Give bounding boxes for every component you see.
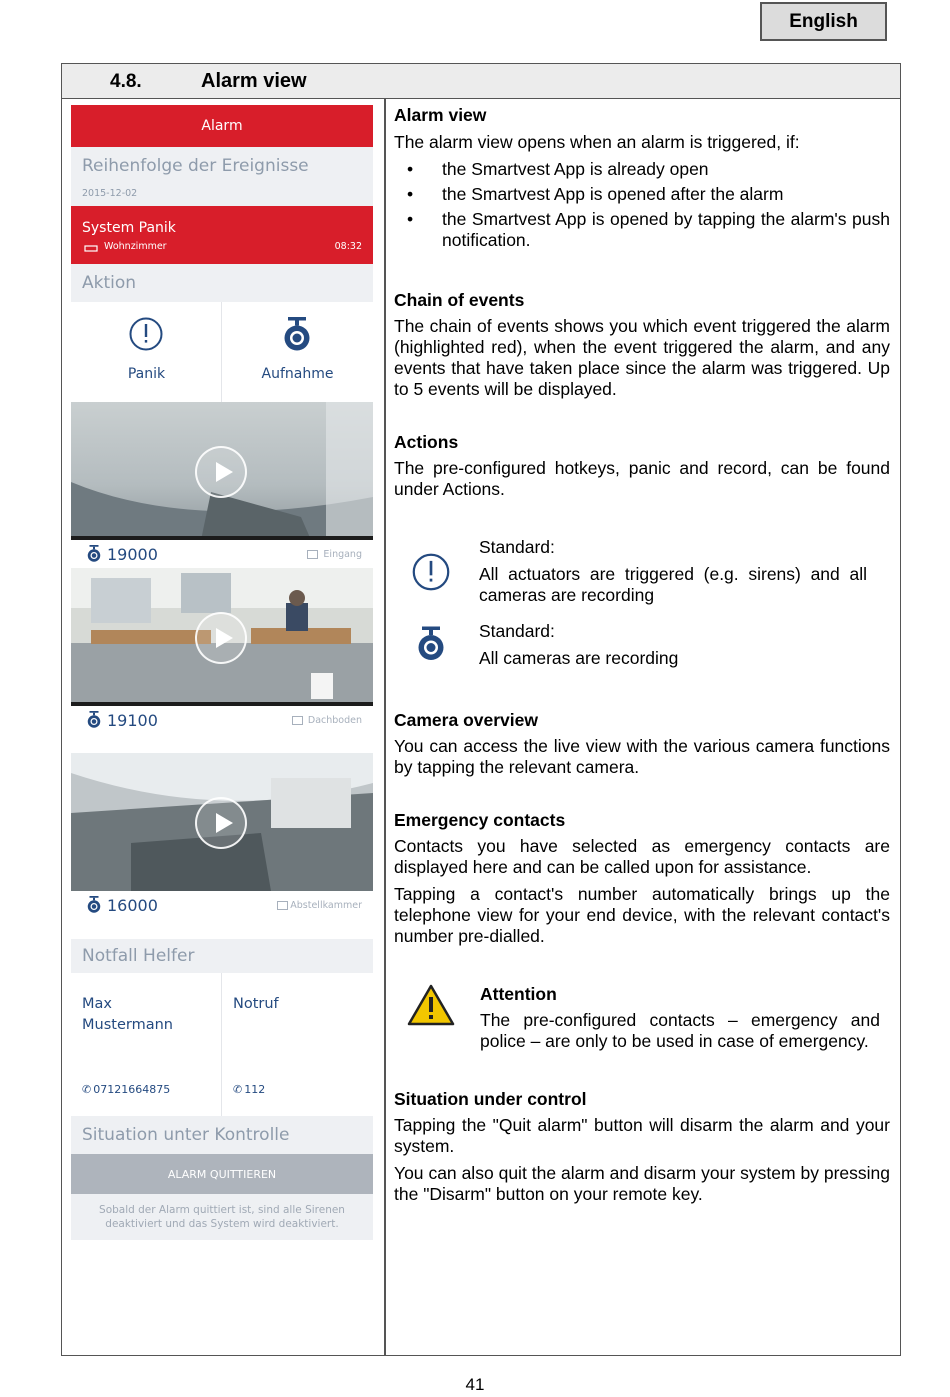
alarm-view-intro: The alarm view opens when an alarm is triggered, if: <box>394 132 800 152</box>
quit-note-line1: Sobald der Alarm quittiert ist, sind alle Sirenen <box>99 1204 345 1216</box>
panic-action-label: Panik <box>127 366 166 382</box>
quit-alarm-button[interactable]: ALARM QUITTIEREN <box>71 1154 373 1194</box>
bullet-item: • the Smartvest App is opened after the alarm <box>394 184 890 205</box>
exclamation-circle-icon <box>411 552 451 592</box>
event-title: System Panik <box>82 220 176 236</box>
language-tab: English <box>760 2 887 41</box>
camera-feed-2[interactable] <box>71 568 373 706</box>
situation-text-2: You can also quit the alarm and disarm your system by pressing the "Disarm" button on your remote key. <box>394 1163 890 1204</box>
alarm-view-bullets <box>394 159 890 255</box>
attention-text: The pre-configured contacts – emergency and police – are only to be used in case of emergency. <box>480 1010 880 1051</box>
alarm-view-heading: Alarm view <box>394 105 487 125</box>
contact-name <box>233 994 279 1015</box>
phone-icon: ✆ <box>82 1083 92 1096</box>
contact-card[interactable] <box>71 973 222 1116</box>
contact-name-line1: Notruf <box>233 996 279 1012</box>
event-date: 2015-12-02 <box>82 188 138 199</box>
contact-row <box>71 973 373 1116</box>
camera-heading: Camera overview <box>394 710 538 730</box>
camera-id: 19000 <box>107 545 158 564</box>
action-heading: Aktion <box>71 264 373 302</box>
situation-text-1: Tapping the "Quit alarm" button will disarm the alarm and your system. <box>394 1115 890 1156</box>
panic-action-button[interactable] <box>71 302 222 402</box>
camera-id: 16000 <box>107 896 158 915</box>
actions-text: The pre-configured hotkeys, panic and record, can be found under Actions. <box>394 458 890 499</box>
room-icon <box>277 901 288 910</box>
section-title: Alarm view <box>201 70 307 92</box>
control-heading: Situation unter Kontrolle <box>71 1116 373 1154</box>
section-number: 4.8. <box>110 71 142 92</box>
camera-info-1[interactable] <box>71 540 373 568</box>
emergency-text-1: Contacts you have selected as emergency contacts are displayed here and can be called upon for assistance. <box>394 836 890 877</box>
bullet-item: • the Smartvest App is opened by tapping the alarm's push notification. <box>394 209 890 251</box>
camera-location: Dachboden <box>307 715 362 726</box>
emergency-text-2: Tapping a contact's number automatically brings up the telephone view for your end device, with the relevant contact's number pre-dialled. <box>394 884 890 946</box>
room-icon <box>292 716 303 725</box>
event-time: 08:32 <box>334 241 362 252</box>
record-action-label: Aufnahme <box>261 366 334 382</box>
camera-icon <box>85 710 103 730</box>
camera-id: 19100 <box>107 711 158 730</box>
record-action-button[interactable] <box>222 302 373 402</box>
action-separator <box>221 302 222 402</box>
section-header <box>62 64 900 99</box>
phone-icon: ✆ <box>233 1083 243 1096</box>
contact-name-line1: Max <box>82 996 112 1012</box>
contact-name-line2: Mustermann <box>82 1017 173 1033</box>
play-icon[interactable] <box>195 612 247 664</box>
panic-hotkey-text: All actuators are triggered (e.g. sirens) and all cameras are recording <box>479 564 867 605</box>
camera-info-3[interactable] <box>71 891 373 919</box>
action-row <box>71 302 373 402</box>
play-icon[interactable] <box>195 797 247 849</box>
camera-info-2[interactable] <box>71 706 373 734</box>
spacer <box>71 734 373 753</box>
event-location: Wohnzimmer <box>104 241 167 252</box>
camera-location: Eingang <box>323 549 362 560</box>
panic-hotkey-title: Standard: <box>479 537 555 557</box>
situation-heading: Situation under control <box>394 1089 587 1109</box>
camera-icon <box>279 316 315 354</box>
record-hotkey-title: Standard: <box>479 621 555 641</box>
sofa-icon <box>84 243 98 253</box>
camera-feed-1[interactable] <box>71 402 373 540</box>
quit-note <box>71 1194 373 1240</box>
spacer <box>71 919 373 939</box>
contact-separator <box>221 973 222 1116</box>
camera-text: You can access the live view with the various camera functions by tapping the relevant camera. <box>394 736 890 777</box>
page-number: 41 <box>465 1375 485 1394</box>
contact-number: 07121664875 <box>93 1083 171 1096</box>
contact-number: 112 <box>244 1083 266 1096</box>
camera-feed-3[interactable] <box>71 753 373 891</box>
room-icon <box>307 550 318 559</box>
camera-icon <box>413 621 449 668</box>
camera-icon <box>85 544 103 564</box>
helper-heading: Notfall Helfer <box>71 939 373 973</box>
chain-text: The chain of events shows you which event triggered the alarm (highlighted red), when the event triggered the alarm, and any events that have taken place since the alarm was triggered. Up to 5 events will be displayed. <box>394 316 890 399</box>
play-icon[interactable] <box>195 446 247 498</box>
quit-note-line2: deaktiviert und das System wird deaktiviert. <box>105 1218 339 1230</box>
column-divider <box>384 99 386 1355</box>
event-item[interactable] <box>71 206 373 264</box>
contact-name <box>82 994 173 1036</box>
camera-icon <box>85 895 103 915</box>
record-hotkey-text: All cameras are recording <box>479 648 679 668</box>
contact-phone[interactable] <box>82 1083 170 1096</box>
actions-heading: Actions <box>394 432 459 452</box>
warning-icon <box>406 983 456 1027</box>
contact-phone[interactable] <box>233 1083 265 1096</box>
sequence-heading: Reihenfolge der Ereignisse <box>71 147 373 188</box>
bullet-item: • the Smartvest App is already open <box>394 159 890 180</box>
attention-heading: Attention <box>480 984 557 1004</box>
exclamation-circle-icon <box>128 316 164 352</box>
chain-heading: Chain of events <box>394 290 525 310</box>
camera-location: Abstellkammer <box>290 900 362 911</box>
emergency-heading: Emergency contacts <box>394 810 566 830</box>
contact-card[interactable] <box>222 973 373 1116</box>
alarm-header: Alarm <box>71 105 373 147</box>
